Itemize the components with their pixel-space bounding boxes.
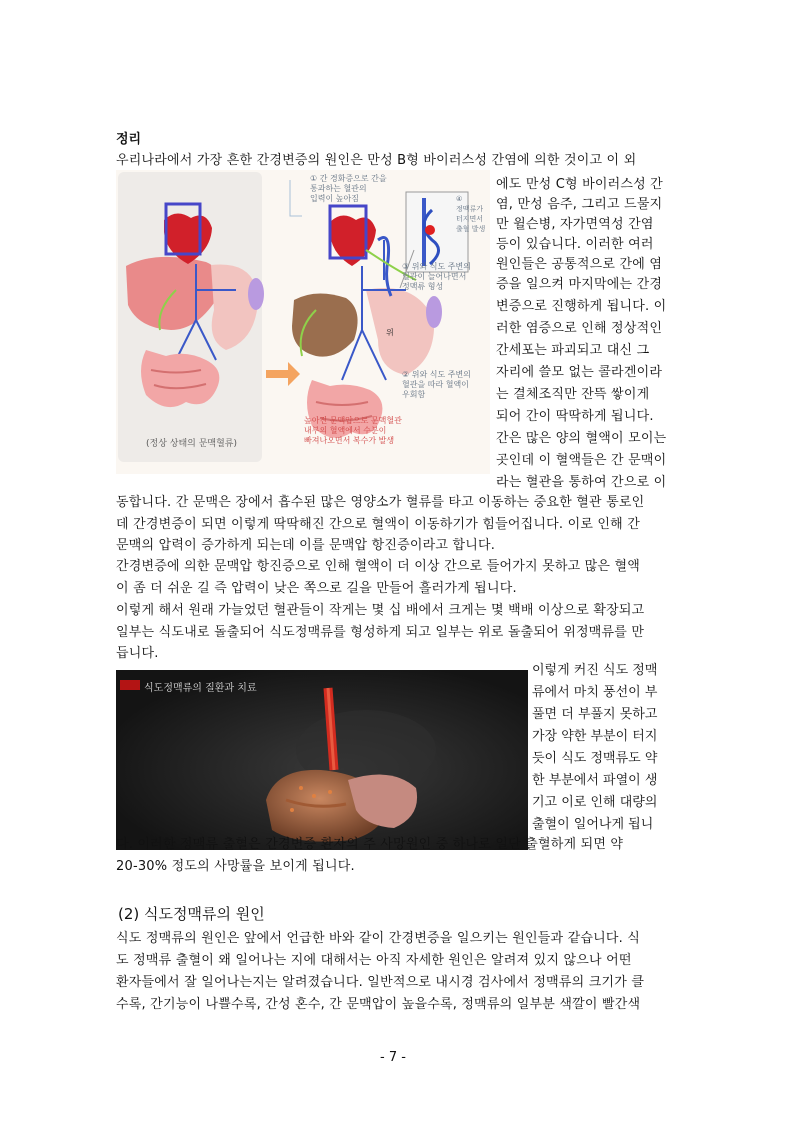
- section-heading: 정리: [116, 132, 142, 147]
- figure-label-ascites-text: 높아진 문맥압으로 문맥혈관 내부의 혈액에서 수분이 빠져나오면서 복수가 발생: [304, 416, 402, 445]
- side-line: 간세포는 파괴되고 대신 그: [496, 343, 650, 358]
- side-line: 러한 염증으로 인해 정상적인: [496, 321, 663, 336]
- figure-label-2: [402, 370, 471, 400]
- side-line: 에도 만성 C형 바이러스성 간: [496, 177, 663, 192]
- figure-label-stomach: 위: [386, 328, 394, 337]
- side-line: [532, 706, 678, 724]
- video-title: 식도정맥류의 질환과 치료: [144, 683, 257, 694]
- side-line-text: 출혈이 일어나게 됩니: [532, 817, 654, 832]
- paragraph-line: 도 정맥류 출혈이 왜 일어나는 지에 대해서는 아직 자세한 원인은 알려져 있지 않으나 어떤: [116, 953, 632, 968]
- paragraph-line: 데 간경변증이 되면 이렇게 딱딱해진 간으로 혈액이 이동하기가 힘들어집니다. 이로 인해 간: [116, 517, 641, 532]
- side-line: 염, 만성 음주, 그리고 드물지: [496, 197, 663, 212]
- side-line: [532, 772, 678, 790]
- paragraph-line: 이렇게 해서 원래 가늘었던 혈관들이 작게는 몇 십 배에서 크게는 몇 백배 이상으로 확장되고: [116, 603, 645, 618]
- side-line: [532, 750, 678, 768]
- side-line: 되어 간이 딱딱하게 됩니다.: [496, 409, 654, 424]
- portal-circulation-illustration: [116, 170, 490, 474]
- side-line-text: 한 부분에서 파열이 생: [532, 773, 658, 788]
- figure-label-ascites: [304, 416, 402, 446]
- paragraph-line: 환자들에서 잘 일어나는지는 알려졌습니다. 일반적으로 내시경 검사에서 정맥류의 크기가 클: [116, 975, 645, 990]
- paragraph-line: 다. 이러한 정맥류 출혈은 간경변증 환자의 주 사망원인 중 하나로 일단 출혈하게 되면 약: [116, 837, 624, 852]
- paragraph-line: 수록, 간기능이 나쁠수록, 간성 혼수, 간 문맥압이 높을수록, 정맥류의 일부분 색깔이 빨간색: [116, 997, 641, 1012]
- side-line: [532, 662, 678, 680]
- side-line: 라는 혈관을 통하여 간으로 이: [496, 475, 667, 490]
- video-illustration: [116, 670, 528, 850]
- figure-label-1: [310, 174, 387, 204]
- paragraph-line: 간경변증에 의한 문맥압 항진증으로 인해 혈액이 더 이상 간으로 들어가지 못하고 많은 혈액: [116, 559, 641, 574]
- paragraph-line: 문맥의 압력이 증가하게 되는데 이를 문맥압 항진증이라고 합니다.: [116, 538, 496, 553]
- side-line-text: 이렇게 커진 식도 정맥: [532, 663, 658, 678]
- side-line: [532, 794, 678, 812]
- paragraph-line: 일부는 식도내로 돌출되어 식도정맥류를 형성하게 되고 일부는 위로 돌출되어 위정맥류를 만: [116, 625, 645, 640]
- paragraph-line: 우리나라에서 가장 흔한 간경변증의 원인은 만성 B형 바이러스성 간염에 의한 것이고 이 외: [116, 153, 637, 168]
- side-line: 원인들은 공통적으로 간에 염: [496, 257, 663, 272]
- side-line-text: 듯이 식도 정맥류도 약: [532, 751, 658, 766]
- side-line: [532, 728, 678, 746]
- side-line-text: 가장 약한 부분이 터지: [532, 729, 658, 744]
- side-line: 증을 일으켜 마지막에는 간경: [496, 277, 663, 292]
- side-line: [532, 816, 678, 834]
- page-number: - 7 -: [380, 1050, 406, 1065]
- esophageal-varices-video-still: [116, 670, 528, 850]
- figure-label-2-text: ② 위와 식도 주변의 혈관을 따라 혈액이 우회함: [402, 370, 471, 399]
- side-line: 는 결체조직만 잔뜩 쌓이게: [496, 387, 650, 402]
- figure-label-3: [402, 262, 471, 292]
- figure-label-3-text: ③ 위와 식도 주변의 혈관이 늘어나면서 정맥류 형성: [402, 262, 471, 291]
- side-line: 만 윌슨병, 자가면역성 간염: [496, 217, 654, 232]
- paragraph-line: 식도 정맥류의 원인은 앞에서 언급한 바와 같이 간경변증을 일으키는 원인들과 같습니다. 식: [116, 931, 641, 946]
- side-line-text: 풀면 더 부풀지 못하고: [532, 707, 658, 722]
- side-line: 곳인데 이 혈액들은 간 문맥이: [496, 453, 667, 468]
- side-line-text: 기고 이로 인해 대량의: [532, 795, 658, 810]
- section-title: (2) 식도정맥류의 원인: [118, 905, 265, 923]
- figure-label-4-text: ④ 정맥류가 터지면서 출혈 발생: [456, 195, 486, 233]
- side-line: [532, 684, 678, 702]
- video-title-marker: [120, 680, 140, 690]
- side-line: 자리에 쓸모 없는 콜라겐이라: [496, 365, 663, 380]
- side-line-text: 류에서 마치 풍선이 부: [532, 685, 658, 700]
- side-line: 등이 있습니다. 이러한 여러: [496, 237, 654, 252]
- figure-label-4: [456, 194, 485, 234]
- paragraph-line: 듭니다.: [116, 646, 159, 661]
- side-line: 변증으로 진행하게 됩니다. 이: [496, 299, 667, 314]
- paragraph-line: 이 좀 더 쉬운 길 즉 압력이 낮은 쪽으로 길을 만들어 흘러가게 됩니다.: [116, 581, 517, 596]
- side-line: 간은 많은 양의 혈액이 모이는: [496, 431, 667, 446]
- figure-caption: (정상 상태의 문맥혈류): [146, 439, 237, 449]
- portal-circulation-figure: [116, 170, 490, 474]
- figure-label-1-text: ① 간 경화증으로 간을 통과하는 혈관의 입력이 높아짐: [310, 174, 387, 203]
- paragraph-line: 20-30% 정도의 사망률을 보이게 됩니다.: [116, 859, 355, 874]
- paragraph-line: 동합니다. 간 문맥은 장에서 흡수된 많은 영양소가 혈류를 타고 이동하는 중요한 혈관 통로인: [116, 495, 645, 510]
